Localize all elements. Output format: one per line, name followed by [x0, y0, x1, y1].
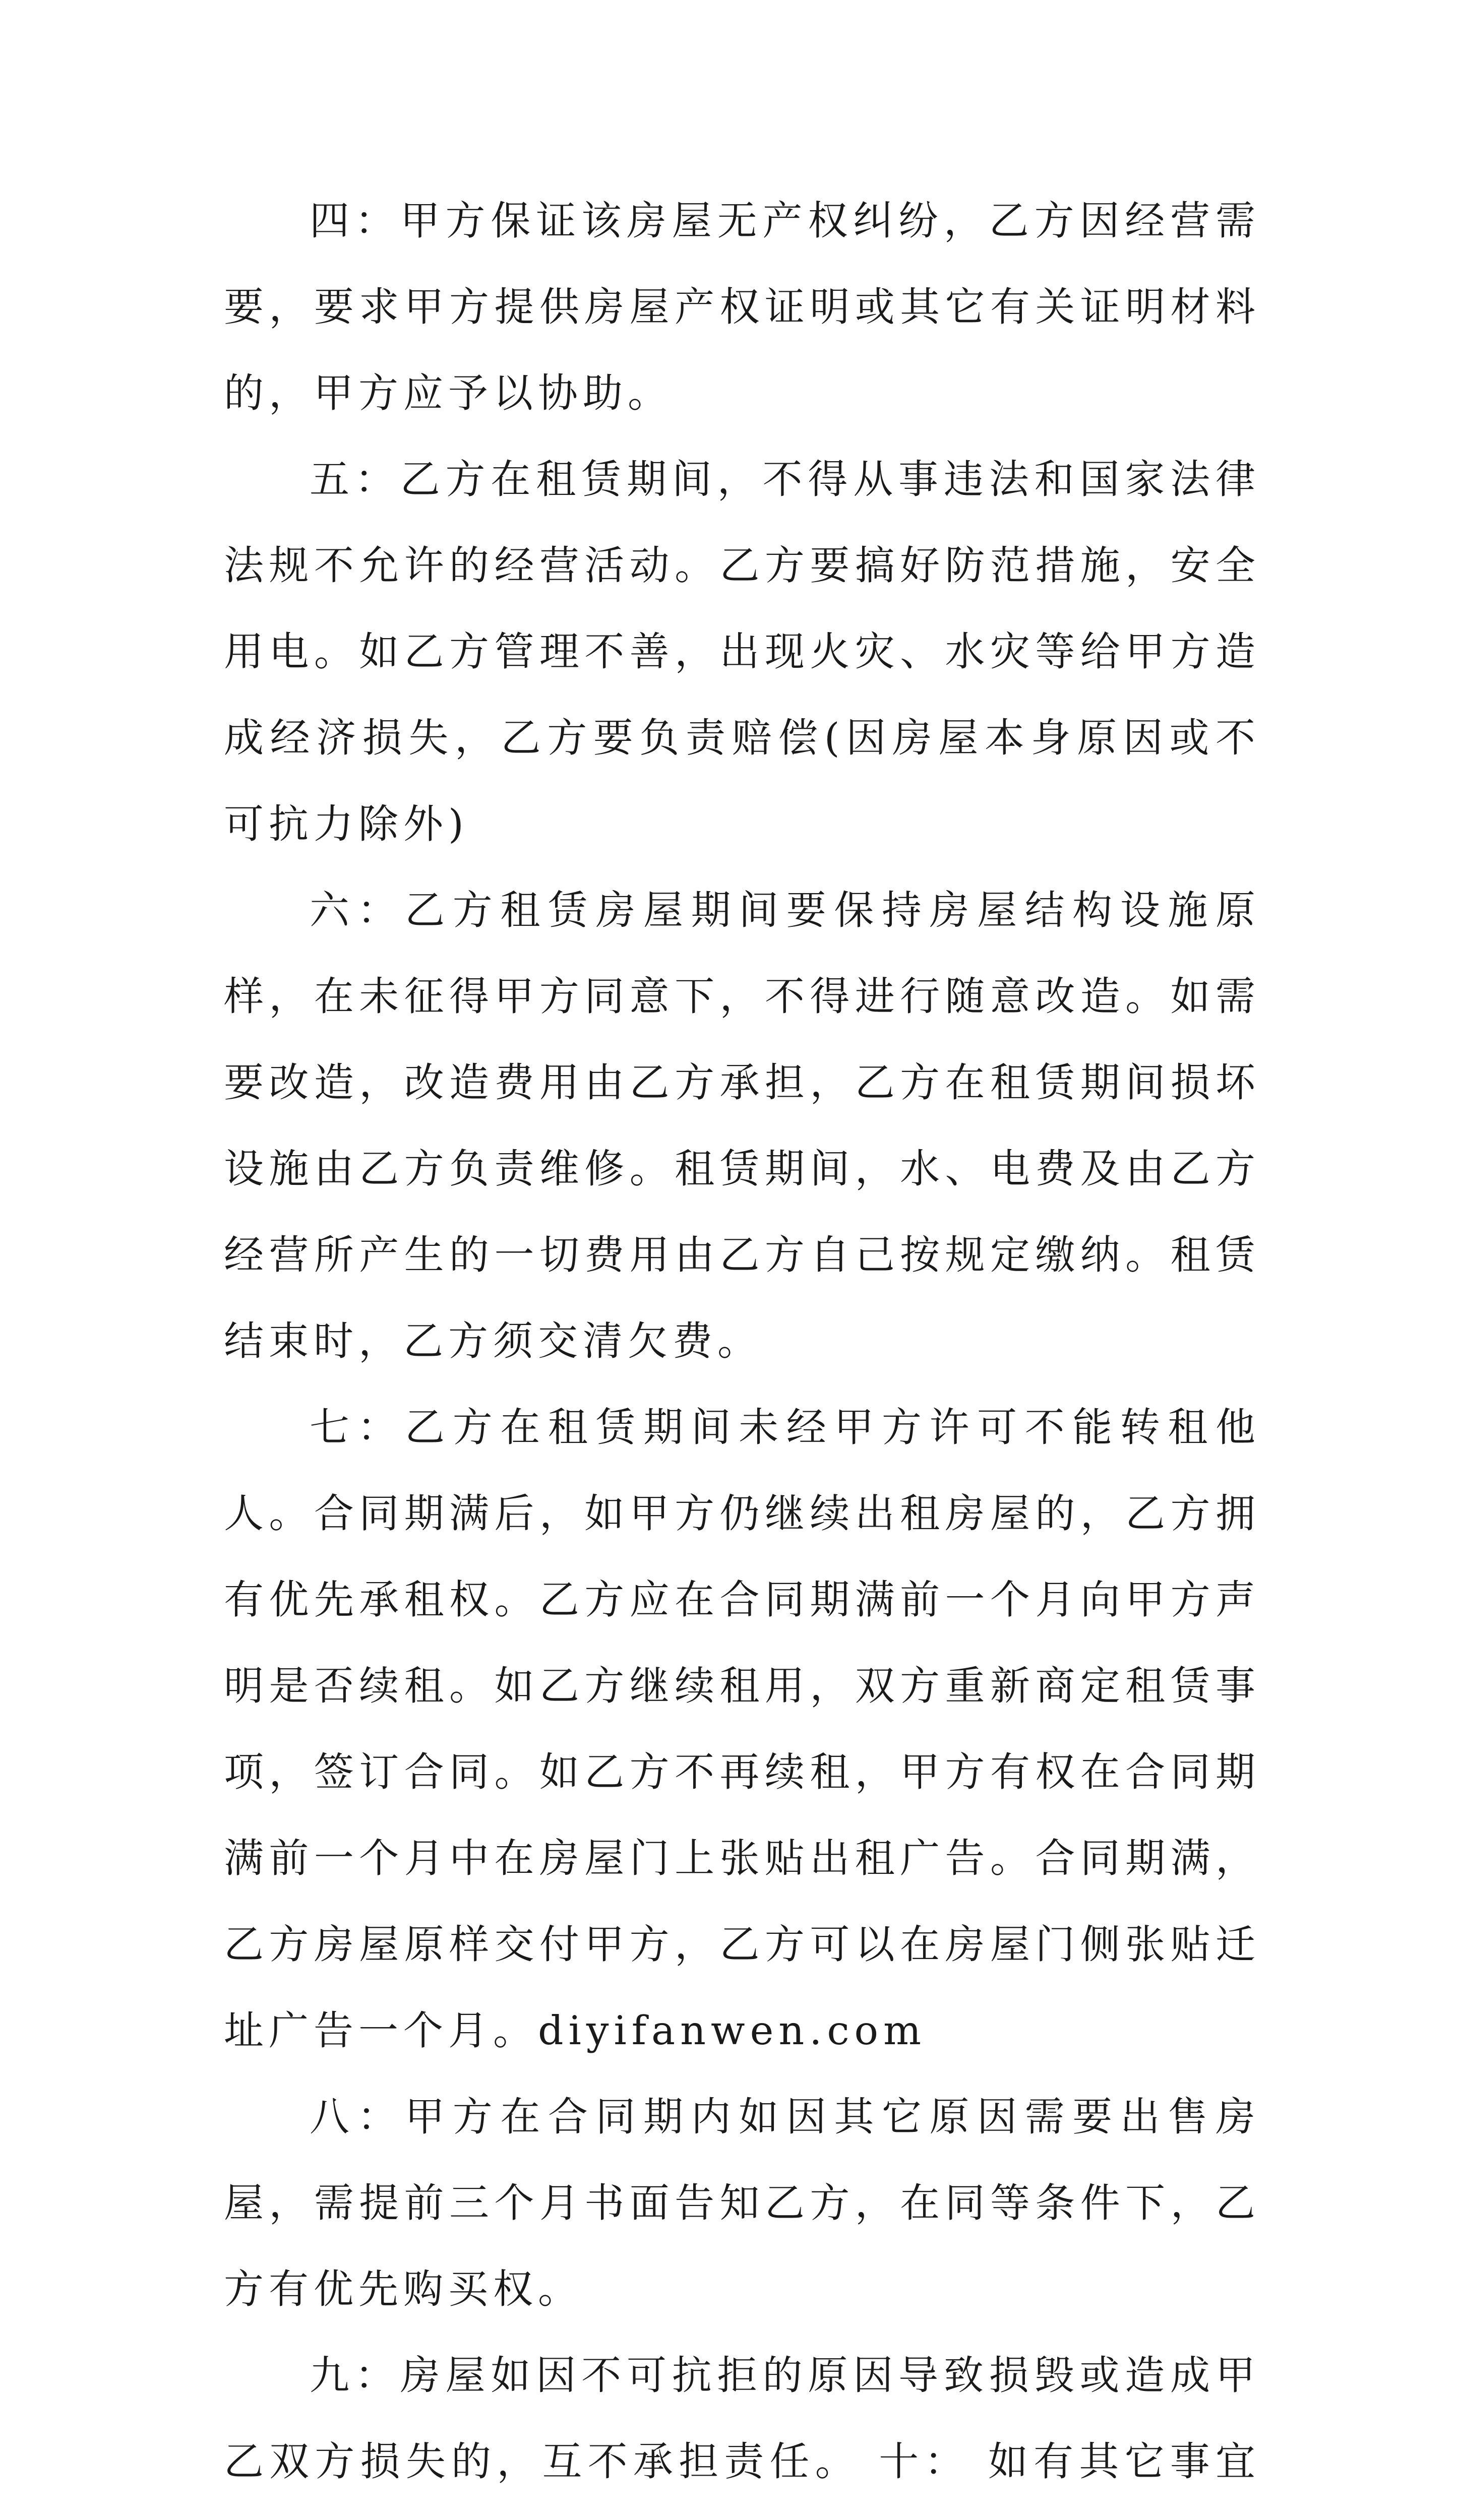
clause-9-10-paragraph: 九：房屋如因不可抗拒的原因导致损毁或造成甲乙双方损失的，互不承担责任。 十： 如有其它事宜 — [224, 2352, 1260, 2485]
clause-8-paragraph: 八：甲方在合同期内如因其它原因需要出售房屋，需提前三个月书面告知乙方，在同等条件下，乙方有优先购买权。 — [224, 2094, 1260, 2312]
clause-7-paragraph: 七：乙方在租赁期间未经甲方许可不能转租他人。合同期满后，如甲方仍继续出租房屋的，乙方拥有优先承租权。乙方应在合同期满前一个月向甲方声明是否续租。如乙方继续租用，双方重新商定租赁事项，签订合同。如乙方不再续租，甲方有权在合同期满前一个月中在房屋门上张贴出租广告。合同期满，乙方房屋原样交付甲方，乙方可以在房屋门侧张贴迁址广告一个月。diyifanwen.com — [224, 1404, 1260, 2054]
clause-6-paragraph: 六：乙方租赁房屋期间要保持房屋结构设施原样，在未征得甲方同意下，不得进行随意改造。如需要改造，改造费用由乙方承担，乙方在租赁期间损坏设施由乙方负责维修。租赁期间，水、电费及由乙方经营所产生的一切费用由乙方自己按规定缴纳。租赁结束时，乙方须交清欠费。 — [224, 887, 1260, 1364]
document-body — [224, 178, 1260, 2520]
clause-4-paragraph: 四：甲方保证该房屋无产权纠纷，乙方因经营需要，要求甲方提供房屋产权证明或其它有关证明材料的，甲方应予以协助。 — [224, 198, 1260, 416]
clause-5-paragraph: 五：乙方在租赁期间，不得从事违法和国家法律法规不允许的经营活动。乙方要搞好防范措施，安全用电。如乙方管理不善，出现火灾、水灾等给甲方造成经济损失，乙方要负责赔偿(因房屋本身原因或不可抗力除外) — [224, 456, 1260, 847]
